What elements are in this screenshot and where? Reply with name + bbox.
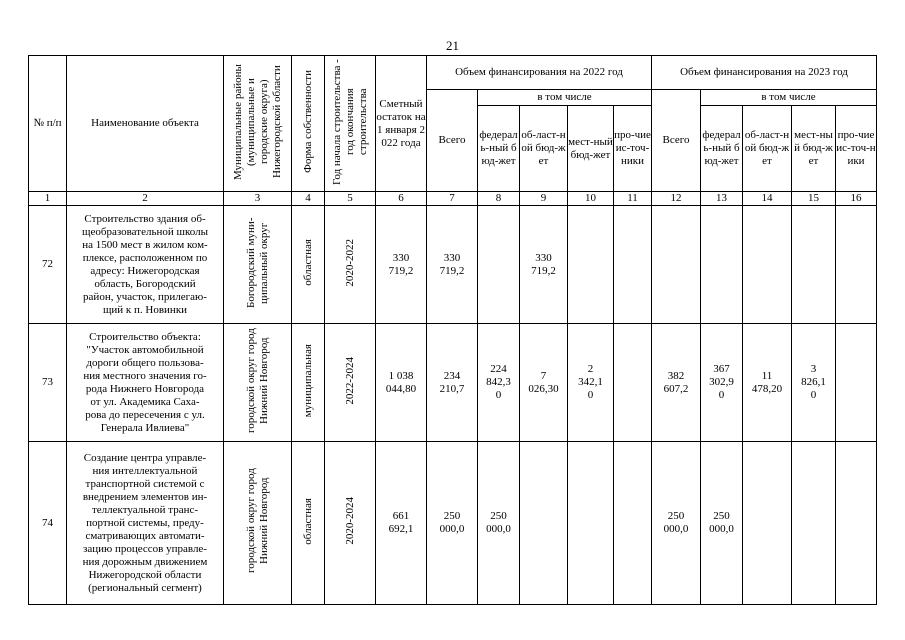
col-number: 2 <box>67 192 224 206</box>
years-cell <box>325 206 376 324</box>
estimate: 330 719,2 <box>376 206 427 324</box>
years: 2020-2022 <box>343 238 356 287</box>
header-ownership: Форма собственности <box>292 56 325 192</box>
header-regional-2023: об-ласт-ной бюд-жет <box>743 106 792 192</box>
federal-2022: 250 000,0 <box>478 442 520 605</box>
col-number: 1 <box>29 192 67 206</box>
other-2022 <box>614 206 652 324</box>
table-row <box>29 442 877 605</box>
local-2022 <box>568 206 614 324</box>
header-regional-2022: об-ласт-ной бюд-жет <box>520 106 568 192</box>
header-num: № п/п <box>29 56 67 192</box>
local-2023 <box>792 206 836 324</box>
local-2022: 2 342,1 0 <box>568 324 614 442</box>
ownership: областная <box>301 239 314 286</box>
col-number: 16 <box>836 192 877 206</box>
col-number: 12 <box>652 192 701 206</box>
district: городской округ город Нижний Новгород <box>244 328 270 433</box>
header-row-1 <box>29 56 877 90</box>
total-2022: 330 719,2 <box>427 206 478 324</box>
federal-2023: 367 302,9 0 <box>701 324 743 442</box>
header-other-2022: про-чие ис-точ-ники <box>614 106 652 192</box>
regional-2022: 7 026,30 <box>520 324 568 442</box>
total-2022: 234 210,7 <box>427 324 478 442</box>
other-2023 <box>836 442 877 605</box>
column-numbers-row <box>29 192 877 206</box>
local-2023 <box>792 442 836 605</box>
header-federal-2023: федераль-ный бюд-жет <box>701 106 743 192</box>
col-number: 5 <box>325 192 376 206</box>
col-number: 10 <box>568 192 614 206</box>
regional-2022: 330 719,2 <box>520 206 568 324</box>
col-number: 4 <box>292 192 325 206</box>
header-object-name: Наименование объекта <box>67 56 224 192</box>
other-2022 <box>614 324 652 442</box>
regional-2022 <box>520 442 568 605</box>
years: 2022-2024 <box>343 356 356 405</box>
local-2022 <box>568 442 614 605</box>
federal-2023 <box>701 206 743 324</box>
years-cell <box>325 442 376 605</box>
header-total-2023: Всего <box>652 90 701 192</box>
header-other-2023: про-чие ис-точ-ники <box>836 106 877 192</box>
object-name: Создание центра управле- ния интеллектуальной транспортной системой с внедрением элементов ин- теллектуальной транс- портной системы, преду- сматривающих автомати- зацию процессов управле- ния дорожным движением Нижегородской области (региональный сегмент) <box>67 442 224 605</box>
years: 2020-2024 <box>343 497 356 545</box>
header-fin-2022: Объем финансирования на 2022 год <box>427 56 652 90</box>
col-number: 15 <box>792 192 836 206</box>
col-number: 3 <box>224 192 292 206</box>
federal-2022 <box>478 206 520 324</box>
table-row <box>29 324 877 442</box>
total-2023 <box>652 206 701 324</box>
financing-table <box>28 55 877 605</box>
federal-2022: 224 842,3 0 <box>478 324 520 442</box>
federal-2023: 250 000,0 <box>701 442 743 605</box>
district: Богородский муни-ципальный округ <box>244 217 270 308</box>
header-local-2022: мест-ный бюд-жет <box>568 106 614 192</box>
row-number: 72 <box>29 206 67 324</box>
ownership: областная <box>301 497 314 545</box>
header-years: Год начала строительства - год окончания строительства <box>325 56 376 192</box>
col-number: 14 <box>743 192 792 206</box>
header-fin-2023: Объем финансирования на 2023 год <box>652 56 877 90</box>
header-estimate: Сметный остаток на 1 января 2022 года <box>376 56 427 192</box>
object-name: Строительство здания об- щеобразовательной школы на 1500 мест в жилом ком- плексе, расположенном по адресу: Нижегородская область, Богородский район, участок, прилегаю- щий к п. Новинки <box>67 206 224 324</box>
col-number: 8 <box>478 192 520 206</box>
col-number: 7 <box>427 192 478 206</box>
header-including-2022: в том числе <box>478 90 652 106</box>
regional-2023 <box>743 442 792 605</box>
other-2023 <box>836 324 877 442</box>
estimate: 1 038 044,80 <box>376 324 427 442</box>
header-district: Муниципальные районы (муниципальные и городские округа) Нижегородской области <box>224 56 292 192</box>
col-number: 9 <box>520 192 568 206</box>
district: городской округ город Нижний Новгород <box>244 468 270 574</box>
district-cell <box>224 206 292 324</box>
col-number: 13 <box>701 192 743 206</box>
row-number: 74 <box>29 442 67 605</box>
ownership-cell <box>292 442 325 605</box>
object-name: Строительство объекта: "Участок автомобильной дороги общего пользова- ния местного значения го- рода Нижнего Новгорода от ул. Академика Саха- рова до пересечения с ул. Генерала Ивлиева" <box>67 324 224 442</box>
ownership-cell <box>292 324 325 442</box>
page-number: 21 <box>446 38 459 53</box>
regional-2023 <box>743 206 792 324</box>
row-number: 73 <box>29 324 67 442</box>
header-total-2022: Всего <box>427 90 478 192</box>
col-number: 6 <box>376 192 427 206</box>
district-cell <box>224 442 292 605</box>
regional-2023: 11 478,20 <box>743 324 792 442</box>
header-including-2023: в том числе <box>701 90 877 106</box>
total-2022: 250 000,0 <box>427 442 478 605</box>
header-local-2023: мест-ный бюд-жет <box>792 106 836 192</box>
other-2022 <box>614 442 652 605</box>
table-row <box>29 206 877 324</box>
years-cell <box>325 324 376 442</box>
header-federal-2022: федераль-ный бюд-жет <box>478 106 520 192</box>
other-2023 <box>836 206 877 324</box>
ownership-cell <box>292 206 325 324</box>
estimate: 661 692,1 <box>376 442 427 605</box>
district-cell <box>224 324 292 442</box>
total-2023: 250 000,0 <box>652 442 701 605</box>
total-2023: 382 607,2 <box>652 324 701 442</box>
col-number: 11 <box>614 192 652 206</box>
ownership: муниципальная <box>301 343 314 418</box>
local-2023: 3 826,1 0 <box>792 324 836 442</box>
